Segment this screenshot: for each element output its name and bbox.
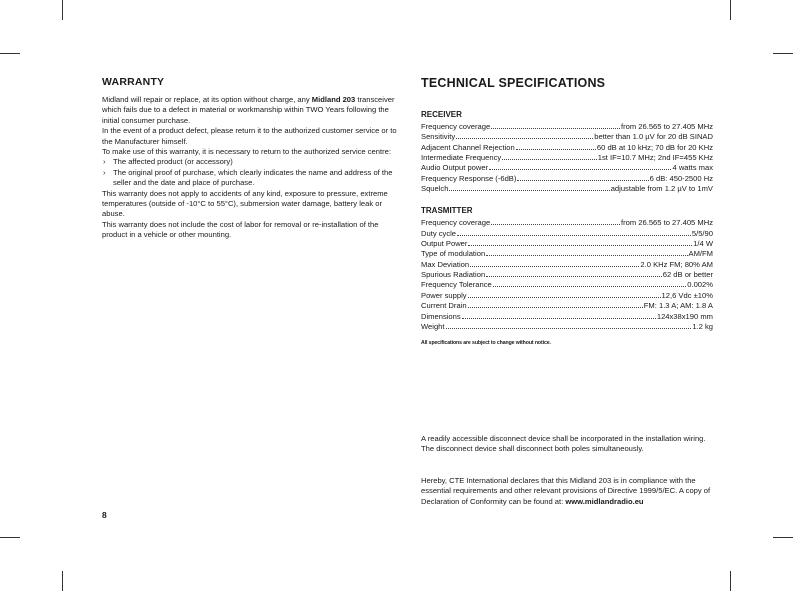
warranty-section [102, 76, 397, 241]
transmitter-spec-list [421, 218, 713, 332]
spec-row [421, 143, 713, 153]
disconnect-notice: A readily accessible disconnect device shall be incorporated in the installation wiring. The disconnect device shall disconnect both poles simultaneously. [421, 434, 706, 454]
list-item: › The original proof of purchase, which clearly indicates the name and address of the seller and the date and place of purchase. [102, 168, 397, 189]
crop-mark [730, 571, 731, 591]
spec-label: Weight [421, 321, 445, 331]
dot-leader [468, 297, 661, 298]
dot-leader [446, 328, 692, 329]
spec-label: Sensitivity [421, 132, 456, 142]
dot-leader [462, 318, 656, 319]
receiver-heading: RECEIVER [421, 110, 462, 119]
spec-row [421, 239, 713, 249]
dot-leader [486, 255, 687, 256]
spec-label: Duty cycle [421, 228, 457, 238]
dot-leader [468, 307, 643, 308]
warranty-paragraph: In the event of a product defect, please return it to the authorized customer service or to the Manufacturer himself. [102, 126, 397, 146]
dot-leader [456, 138, 593, 139]
spec-row [421, 249, 713, 259]
spec-row [421, 270, 713, 280]
spec-row [421, 322, 713, 332]
spec-label: Frequency Tolerance [421, 280, 492, 290]
crop-mark [0, 537, 20, 538]
dot-leader [457, 235, 691, 236]
spec-label: Intermediate Frequency [421, 153, 502, 163]
transmitter-heading: TRASMITTER [421, 206, 473, 216]
warranty-requirements-list [102, 157, 397, 188]
warranty-body [102, 95, 397, 241]
dot-leader [517, 180, 648, 181]
spec-row [421, 132, 713, 142]
spec-row [421, 312, 713, 322]
spec-label: Squelch [421, 184, 449, 194]
crop-mark [773, 53, 793, 54]
spec-value: 5/5/90 [691, 228, 713, 238]
dot-leader [486, 276, 662, 277]
dot-leader [489, 169, 671, 170]
spec-row [421, 301, 713, 311]
warranty-paragraph: This warranty does not apply to accidents of any kind, exposure to pressure, extreme temperatures (outside of -10°C to 55°C), submersion water damage, battery leak or abuse. [102, 188, 388, 219]
spec-value: adjustable from 1.2 µV to 1mV [610, 184, 713, 194]
dot-leader [470, 266, 639, 267]
dot-leader [491, 128, 620, 129]
warranty-paragraph: This warranty does not include the cost of labor for removal or re-installation of the product in a vehicle or other mounting. [102, 219, 379, 240]
spec-value: 1st IF=10.7 MHz; 2nd IF=455 KHz [597, 153, 713, 163]
spec-value: from 26.565 to 27.405 MHz [620, 122, 713, 131]
spec-value: 12,6 Vdc ±10% [661, 290, 713, 300]
spec-label: Audio Output power [421, 163, 489, 173]
spec-row [421, 280, 713, 290]
dot-leader [493, 286, 686, 287]
spec-row [421, 174, 713, 184]
warranty-text-span: transceiver which fails due to a defect in material or workmanship within TWO Years following the initial consumer purchase. [102, 95, 395, 125]
spec-row [421, 218, 713, 228]
spec-label: Spurious Radiation [421, 270, 486, 280]
declaration-paragraph [421, 476, 713, 507]
spec-row [421, 260, 713, 270]
crop-mark [773, 537, 793, 538]
spec-label: Power supply [421, 290, 467, 300]
spec-label: Frequency coverage [421, 218, 491, 228]
spec-value: AM/FM [688, 249, 713, 259]
spec-value: 62 dB or better [662, 270, 713, 280]
dot-leader [491, 224, 620, 225]
crop-mark [62, 571, 63, 591]
crop-mark [730, 0, 731, 20]
spec-value: from 26.565 to 27.405 MHz [620, 218, 713, 228]
declaration-url: www.midlandradio.eu [565, 496, 644, 506]
warranty-paragraph [102, 95, 397, 126]
spec-row [421, 163, 713, 173]
spec-value: better than 1.0 µV for 20 dB SINAD [594, 132, 713, 142]
dot-leader [468, 245, 692, 246]
spec-label: Adjacent Channel Rejection [421, 142, 515, 152]
receiver-spec-list [421, 122, 713, 194]
dot-leader [516, 149, 596, 150]
spec-value: 1.2 kg [692, 321, 713, 331]
spec-label: Frequency coverage [421, 122, 491, 131]
spec-label: Output Power [421, 239, 468, 249]
spec-label: Dimensions [421, 311, 461, 321]
spec-value: 0.002% [687, 280, 713, 290]
spec-row [421, 153, 713, 163]
spec-label: Frequency Response (-6dB) [421, 173, 517, 183]
spec-value: 4 watts max [672, 163, 713, 173]
specs-title: TECHNICAL SPECIFICATIONS [421, 76, 606, 90]
warranty-title: WARRANTY [102, 76, 165, 88]
declaration-text: Hereby, CTE International declares that this Midland 203 is in compliance with the essential requirements and other relevant provisions of Directive 1999/5/EC. A copy of Declaration of Conformity can be found at: [421, 476, 711, 506]
spec-row [421, 291, 713, 301]
list-item: › The affected product (or accessory) [102, 157, 397, 167]
spec-row [421, 184, 713, 194]
spec-row [421, 229, 713, 239]
warranty-text-span: Midland will repair or replace, at its option without charge, any [102, 95, 312, 104]
specs-note: All specifications are subject to change without notice. [421, 340, 551, 347]
spec-label: Type of modulation [421, 249, 486, 259]
crop-mark [62, 0, 63, 20]
spec-label: Max Deviation [421, 259, 470, 269]
spec-label: Current Drain [421, 301, 467, 311]
specs-section [421, 76, 713, 346]
spec-value: 60 dB at 10 kHz; 70 dB for 20 KHz [596, 142, 713, 152]
dot-leader [502, 159, 597, 160]
spec-value: 1/4 W [693, 239, 713, 249]
spec-value: 6 dB: 450-2500 Hz [649, 173, 713, 183]
spec-row [421, 122, 713, 132]
page-number: 8 [102, 510, 107, 520]
product-model: Midland 203 [311, 95, 356, 104]
spec-value: 124x38x190 mm [656, 311, 713, 321]
crop-mark [0, 53, 20, 54]
warranty-paragraph: To make use of this warranty, it is necessary to return to the authorized service centre: [102, 147, 391, 157]
spec-value: FM: 1.3 A; AM: 1.8 A [643, 301, 713, 311]
dot-leader [449, 190, 609, 191]
spec-value: 2.0 KHz FM; 80% AM [640, 259, 713, 269]
